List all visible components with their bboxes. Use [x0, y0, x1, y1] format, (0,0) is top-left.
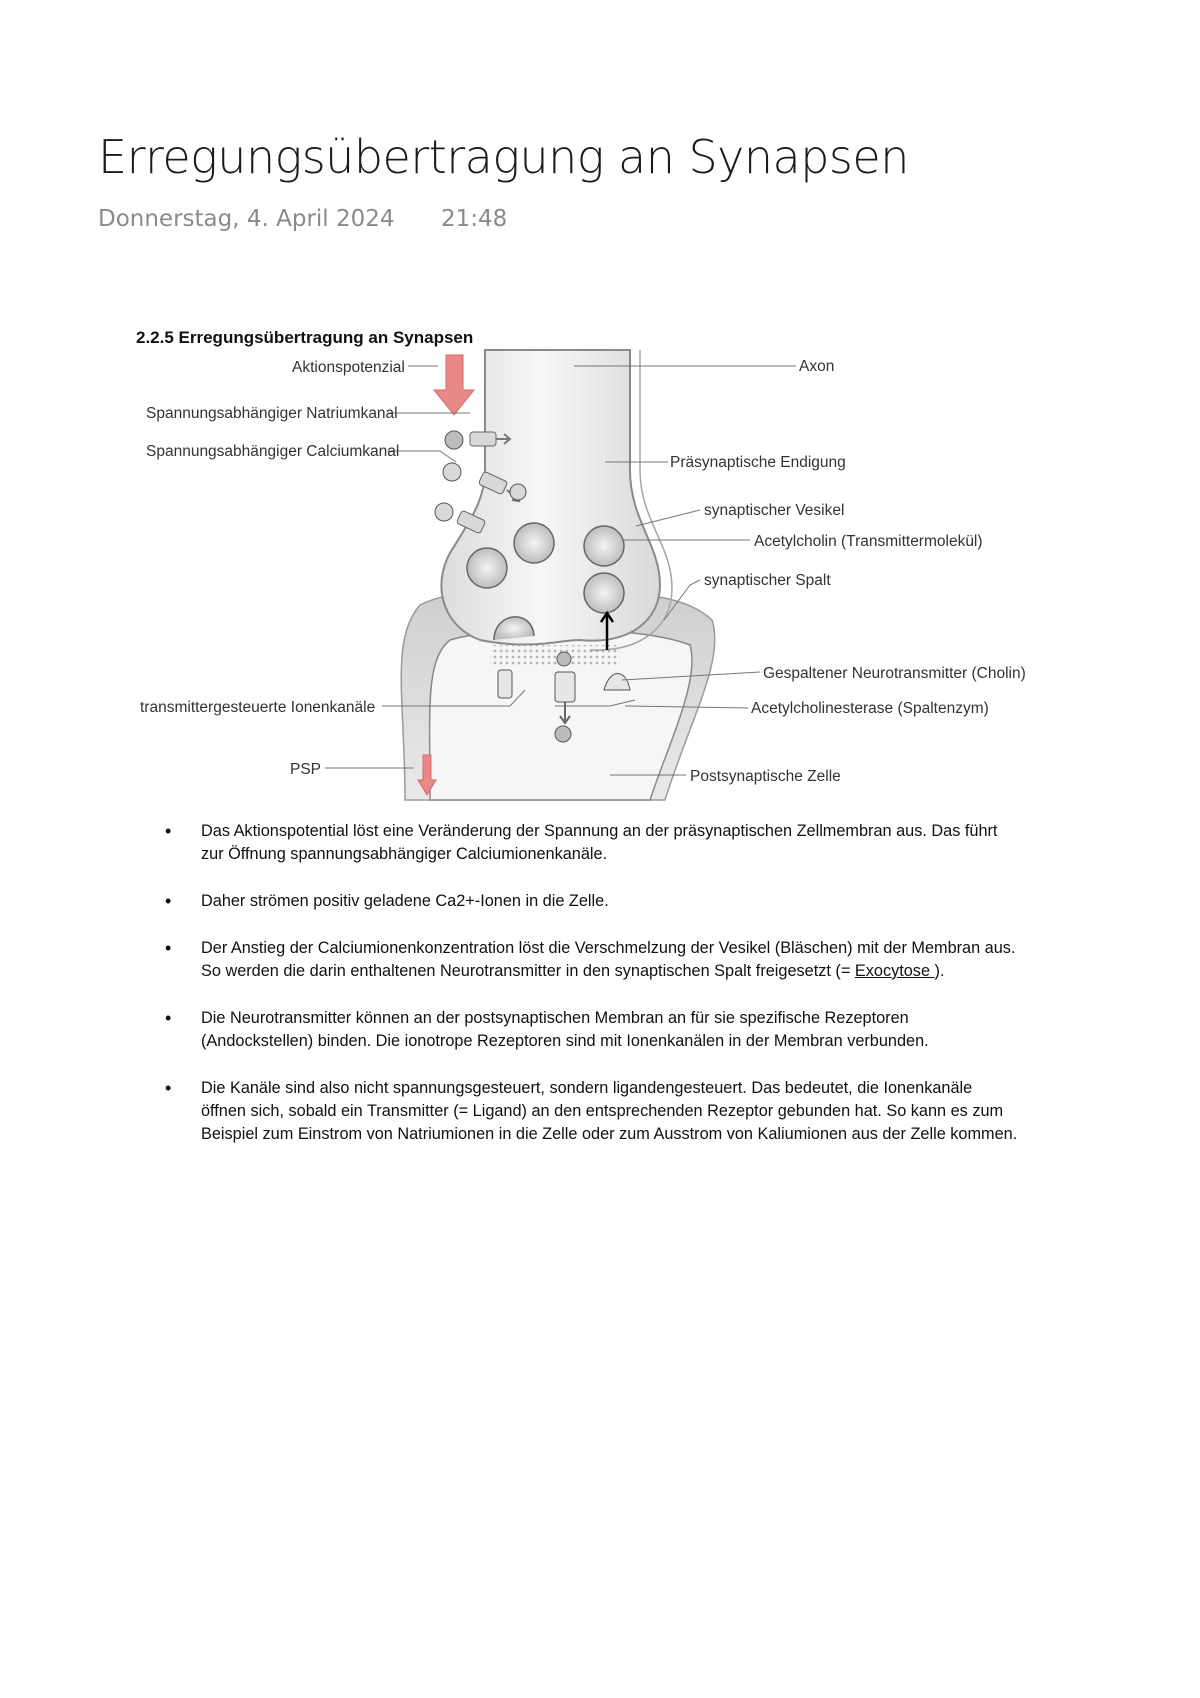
label-axon: Axon [799, 358, 835, 375]
page-time: 21:48 [441, 206, 508, 232]
label-esterase: Acetylcholinesterase (Spaltenzym) [751, 700, 989, 717]
label-ionenkanaele: transmittergesteuerte Ionenkanäle [140, 699, 376, 716]
label-calciumkanal: Spannungsabhängiger Calciumkanal [146, 443, 400, 460]
vesicle [584, 573, 624, 613]
exocytose-link[interactable]: Exocytose [854, 962, 935, 980]
sodium-ion [445, 431, 463, 449]
bullet-item: • Die Kanäle sind also nicht spannungsgesteuert, sondern ligandengesteuert. Das bedeutet, die Ionenkanäle öffnen sich, sobald ein Transmitter (= Ligand) an den entsprechenden Rezeptor gebunden hat. So kann es zum Beispiel zum Einstrom von Natriumionen in die Zelle oder zum Ausstrom von Kaliumionen aus der Zelle kommen. [160, 1077, 1020, 1146]
content-fade [150, 1168, 1030, 1204]
label-vesikel: synaptischer Vesikel [704, 502, 845, 519]
page-date: Donnerstag, 4. April 2024 [98, 206, 395, 232]
label-gespalten: Gespaltener Neurotransmitter (Cholin) [763, 665, 1026, 682]
label-aktionspotenzial: Aktionspotenzial [292, 359, 405, 376]
vesicle [584, 526, 624, 566]
vesicle [514, 523, 554, 563]
sodium-channel [470, 432, 496, 446]
synaptic-cleft-dots [490, 645, 620, 667]
page-title: Erregungsübertragung an Synapsen [98, 130, 909, 184]
synapse-diagram [0, 345, 1200, 805]
axon-shape [441, 350, 660, 644]
label-postsynaptisch: Postsynaptische Zelle [690, 768, 841, 785]
vesicle [467, 548, 507, 588]
bullet-item: • Daher strömen positiv geladene Ca2+-Ionen in die Zelle. [160, 890, 1020, 913]
ion-channel [498, 670, 512, 698]
figure-caption: 2.2.5 Erregungsübertragung an Synapsen [136, 328, 474, 347]
calcium-ion [443, 463, 461, 481]
sodium-ion [557, 652, 571, 666]
bullet-list [160, 820, 1020, 1170]
action-potential-arrow [434, 355, 474, 415]
bullet-item: • Das Aktionspotential löst eine Veränderung der Spannung an der präsynaptischen Zellmembran aus. Das führt zur Öffnung spannungsabhängiger Calciumionenkanäle. [160, 820, 1020, 866]
calcium-ion [435, 503, 453, 521]
label-natriumkanal: Spannungsabhängiger Natriumkanal [146, 405, 398, 422]
label-acetylcholin: Acetylcholin (Transmittermolekül) [754, 533, 983, 550]
label-endigung: Präsynaptische Endigung [670, 454, 846, 471]
calcium-ion [510, 484, 526, 500]
sodium-ion [555, 726, 571, 742]
bullet-item: • Die Neurotransmitter können an der postsynaptischen Membran an für sie spezifische Rezeptoren (Andockstellen) binden. Die ionotrope Rezeptoren sind mit Ionenkanälen in der Membran verbunden. [160, 1007, 1020, 1053]
label-psp: PSP [290, 761, 322, 778]
label-spalt: synaptischer Spalt [704, 572, 831, 589]
ion-channel [555, 672, 575, 702]
bullet-item: • Der Anstieg der Calciumionenkonzentration löst die Verschmelzung der Vesikel (Bläschen) mit der Membran aus. So werden die darin enthaltenen Neurotransmitter in den synaptischen Spalt freigesetzt (= Exocytose ). [160, 937, 1020, 983]
